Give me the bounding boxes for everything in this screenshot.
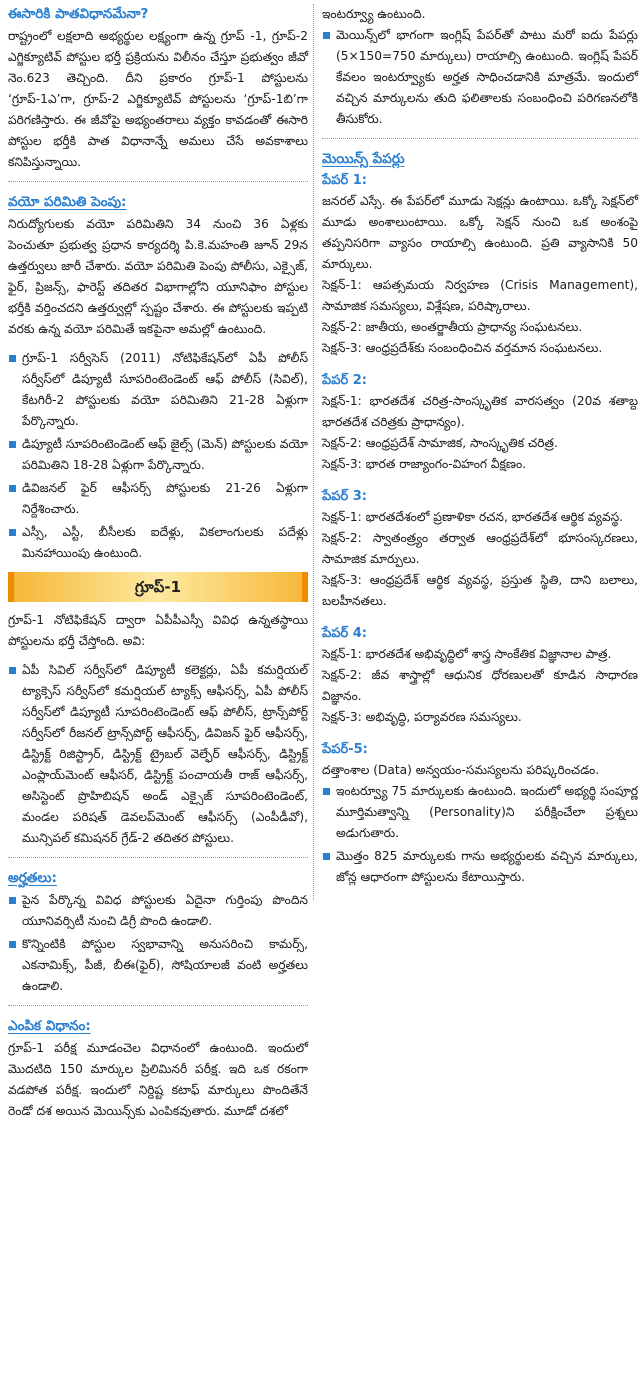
paper-3-section-1: సెక్షన్-1: భారతదేశంలో ప్రణాళికా రచన, భారతదేశ ఆర్థిక వ్యవస్థ. bbox=[322, 510, 624, 524]
posts-list bbox=[8, 660, 308, 849]
mains-intro-list bbox=[322, 25, 638, 130]
list-item: డివిజనల్ ఫైర్ ఆఫీసర్స్ పోస్టులకు 21-26 ఏళ్లుగా నిర్దేశించారు. bbox=[8, 478, 308, 520]
paper-4-section-2: సెక్షన్-2: జీవ శాస్త్రాల్లో ఆధునిక ధోరణులతో కూడిన సాధారణ విజ్ఞానం. bbox=[322, 668, 638, 703]
paper-5-description: దత్తాంశాల (Data) అన్వయం-సమస్యలను పరిష్కరించడం. bbox=[322, 763, 600, 777]
heading-age-limit: వయో పరిమితి పెంపు: bbox=[8, 194, 127, 210]
list-item: మెయిన్స్‌లో భాగంగా ఇంగ్లిష్ పేపర్‌తో పాటు మరో ఐదు పేపర్లు (5×150=750 మార్కులు) రాయాల్సి ఉంటుంది. ఇంగ్లిష్ పేపర్ కేవలం ఇంటర్వ్యూకు అర్హత సాధించడానికి మాత్రమే. ఇందులో వచ్చిన మార్కులను తుది ఫలితాలకు సంబంధించి పరిగణనలోకి తీసుకోరు. bbox=[322, 25, 638, 130]
final-list bbox=[322, 781, 638, 888]
heading-mains-papers: మెయిన్స్ పేపర్లు bbox=[322, 151, 405, 167]
heading-selection-process: ఎంపిక విధానం: bbox=[8, 1018, 91, 1034]
paragraph-selection-process: గ్రూప్-1 పరీక్ష మూడంచెల విధానంలో ఉంటుంది. ఇందులో మొదటిది 150 మార్కుల ప్రిలిమినరీ పరీక్ష. ఇది ఒక రకంగా వడపోత పరీక్ష. ఇందులో నిర్దిష్ట కటాఫ్ మార్కులు పొందితేనే రెండో దశ అయిన మెయిన్స్‌కు ఎంపికవుతారు. మూడో దశలో bbox=[8, 1041, 308, 1118]
list-item: గ్రూప్-1 సర్వీసెస్ (2011) నోటిఫికేషన్‌లో ఏపీ పోలీస్ సర్వీస్‌లో డిప్యూటీ సూపరింటెండెంట్ ఆఫ్ పోలీస్ (సివిల్), కేటగిరీ-2 పోస్టులకు వయో పరిమితిని 21-28 ఏళ్లుగా పేర్కొన్నారు. bbox=[8, 348, 308, 432]
paragraph-interview: ఇంటర్వ్యూ ఉంటుంది. bbox=[322, 7, 426, 21]
divider bbox=[8, 181, 308, 182]
paper-3 bbox=[322, 487, 638, 612]
age-limit-list bbox=[8, 348, 308, 564]
heading-old-method: ఈసారికి పాతవిధానమేనా? bbox=[8, 6, 149, 22]
list-item: ఎస్సీ, ఎస్టీ, బీసీలకు ఐదేళ్లు, వికలాంగులకు పదేళ్లు మినహాయింపు ఉంటుంది. bbox=[8, 522, 308, 564]
paragraph-group1-intro: గ్రూప్-1 నోటిఫికేషన్ ద్వారా ఏపీపీఎస్సీ వివిధ ఉన్నతస్థాయి పోస్టులను భర్తీ చేస్తోంది. అవి: bbox=[8, 613, 308, 648]
paper-5-title: పేపర్-5: bbox=[322, 742, 368, 757]
paper-4 bbox=[322, 624, 638, 728]
qualifications-list bbox=[8, 890, 308, 997]
divider bbox=[322, 138, 638, 139]
paper-3-title: పేపర్ 3: bbox=[322, 489, 367, 504]
paper-1-section-3: సెక్షన్-3: ఆంధ్రప్రదేశ్‌కు సంబంధించిన వర్తమాన సంఘటనలు. bbox=[322, 341, 603, 355]
paper-2-section-1: సెక్షన్-1: భారతదేశ చరిత్ర-సాంస్కృతిక వారసత్వం (20వ శతాబ్ద భారతదేశ చరిత్రకు ప్రాధాన్యం). bbox=[322, 394, 638, 429]
list-item: పైన పేర్కొన్న వివిధ పోస్టులకు ఏదైనా గుర్తింపు పొందిన యూనివర్సిటీ నుంచి డిగ్రీ పొంది ఉండాలి. bbox=[8, 890, 308, 932]
paper-2-title: పేపర్ 2: bbox=[322, 373, 367, 388]
divider bbox=[8, 1005, 308, 1006]
paper-1-section-2: సెక్షన్-2: జాతీయ, అంతర్జాతీయ ప్రాధాన్య సంఘటనలు. bbox=[322, 320, 583, 334]
paper-3-section-2: సెక్షన్-2: స్వాతంత్ర్యం తర్వాత ఆంధ్రప్రదేశ్‌లో భూసంస్కరణలు, సామాజిక మార్పులు. bbox=[322, 531, 638, 566]
paper-1-description: జనరల్ ఎస్సే. ఈ పేపర్‌లో మూడు సెక్షన్లు ఉంటాయి. ఒక్కో సెక్షన్‌లో మూడు అంశాలుంటాయి. ఒక్కో సెక్షన్ నుంచి ఒక అంశంపై తప్పనిసరిగా వ్యాసం రాయాల్సి ఉంటుంది. ప్రతి వ్యాసానికి 50 మార్కులు. bbox=[322, 194, 638, 271]
paragraph-age-limit: నిరుద్యోగులకు వయో పరిమితిని 34 నుంచి 36 ఏళ్లకు పెంచుతూ ప్రభుత్వ ప్రధాన కార్యదర్శి పి.కె.మహంతి జూన్ 29న ఉత్తర్వులు జారీ చేశారు. వయో పరిమితి పెంపు పోలీసు, ఎక్సైజ్, ఫైర్, ప్రిజన్స్, ఫారెస్ట్ తదితర విభాగాల్లోని యూనిఫాం పోస్టుల భర్తీకి వర్తించదని ఉత్తర్వుల్లో స్పష్టం చేశారు. ఈ పోస్టులకు ఇప్పటి వరకు ఉన్న వయో పరిమితే ఇకపైనా అమల్లో ఉంటుంది. bbox=[8, 217, 308, 336]
right-column bbox=[322, 4, 638, 900]
list-item: మొత్తం 825 మార్కులకు గాను అభ్యర్థులకు వచ్చిన మార్కులు, జోన్ల ఆధారంగా పోస్టులను కేటాయిస్తారు. bbox=[322, 846, 638, 888]
group-1-banner: గ్రూప్-1 bbox=[8, 572, 308, 602]
paper-2-section-2: సెక్షన్-2: ఆంధ్రప్రదేశ్ సామాజిక, సాంస్కృతిక చరిత్ర. bbox=[322, 436, 558, 450]
list-item: ఇంటర్వ్యూ 75 మార్కులకు ఉంటుంది. ఇందులో అభ్యర్థి సంపూర్ణ మూర్తిమత్వాన్ని (Personality)ని పరీక్షించేలా ప్రశ్నలు అడుగుతారు. bbox=[322, 781, 638, 844]
paper-5 bbox=[322, 740, 638, 888]
list-item: కొన్నింటికి పోస్టుల స్వభావాన్ని అనుసరించి కామర్స్, ఎకనామిక్స్, పీజీ, బీఈ(ఫైర్), సోషియాలజీ వంటి అర్హతలు ఉండాలి. bbox=[8, 934, 308, 997]
paper-2-section-3: సెక్షన్-3: భారత రాజ్యాంగం-విహంగ వీక్షణం. bbox=[322, 457, 527, 471]
paper-1-title: పేపర్ 1: bbox=[322, 173, 367, 188]
left-column bbox=[8, 4, 308, 1130]
paper-4-title: పేపర్ 4: bbox=[322, 626, 367, 641]
list-item: డిప్యూటీ సూపరింటెండెంట్ ఆఫ్ జైల్స్ (మెన్) పోస్టులకు వయో పరిమితిని 18-28 ఏళ్లుగా పేర్కొన్నారు. bbox=[8, 434, 308, 476]
divider bbox=[8, 857, 308, 858]
paper-4-section-3: సెక్షన్-3: అభివృద్ధి, పర్యావరణ సమస్యలు. bbox=[322, 710, 522, 724]
paper-3-section-3: సెక్షన్-3: ఆంధ్రప్రదేశ్ ఆర్థిక వ్యవస్థ, ప్రస్తుత స్థితి, దాని బలాలు, బలహీనతలు. bbox=[322, 573, 638, 608]
paper-1-section-1: సెక్షన్-1: ఆపత్సమయ నిర్వహణ (Crisis Management), సామాజిక సమస్యలు, విశ్లేషణ, పరిష్కారాలు. bbox=[322, 278, 638, 313]
paper-2 bbox=[322, 371, 638, 475]
paper-4-section-1: సెక్షన్-1: భారతదేశ అభివృద్ధిలో శాస్త్ర సాంకేతిక విజ్ఞానాల పాత్ర. bbox=[322, 647, 612, 661]
list-item: ఏపీ సివిల్ సర్వీస్‌లో డిప్యూటీ కలెక్టర్లు, ఏపీ కమర్షియల్ ట్యాక్సెస్ సర్వీస్‌లో కమర్షియల్ ట్యాక్స్ ఆఫీసర్స్, ఏపీ పోలీస్ సర్వీస్‌లో డిప్యూటీ సూపరింటెండెంట్ ఆఫ్ పోలీస్, ట్రాన్స్‌పోర్ట్ సర్వీస్‌లో రీజనల్ ట్రాన్స్‌పోర్ట్ ఆఫీసర్స్, డివిజన్ ఫైర్ ఆఫీసర్స్, డిస్ట్రిక్ట్ రిజిస్ట్రార్, డిస్ట్రిక్ట్ ట్రైబల్ వెల్ఫేర్ ఆఫీసర్స్, డిస్ట్రిక్ట్ ఎంప్లాయ్‌మెంట్ ఆఫీసర్, డిస్ట్రిక్ట్ పంచాయతీ రాజ్ ఆఫీసర్స్, అసిస్టెంట్ ప్రొహిబిషన్ అండ్ ఎక్సైజ్ సూపరింటెండెంట్, మండల పరిషత్ డెవలప్‌మెంట్ ఆఫీసర్స్ (ఎంపీడీవో), మున్సిపల్ కమిషనర్ గ్రేడ్-2 తదితర పోస్టులు. bbox=[8, 660, 308, 849]
paragraph-old-method: రాష్ట్రంలో లక్షలాది అభ్యర్థుల లక్ష్యంగా ఉన్న గ్రూప్ -1, గ్రూప్-2 ఎగ్జిక్యూటివ్ పోస్టుల భర్తీ ప్రక్రియను విలీనం చేస్తూ ప్రభుత్వం జీవో నెం.623 తెచ్చింది. దీని ప్రకారం గ్రూప్-1 పోస్టులను ‘గ్రూప్-1ఎ’గా, గ్రూప్-2 ఎగ్జిక్యూటివ్ పోస్టులను ‘గ్రూప్-1బి’గా పరిగణిస్తారు. ఈ జీవోపై అభ్యంతరాలు వ్యక్తం కావడంతో ఈసారి పోస్టుల భర్తీకి పాత విధానాన్నే అమలు చేసే అవకాశాలు కనిపిస్తున్నాయి. bbox=[8, 29, 308, 169]
paper-1 bbox=[322, 171, 638, 359]
heading-qualifications: అర్హతలు: bbox=[8, 870, 57, 886]
